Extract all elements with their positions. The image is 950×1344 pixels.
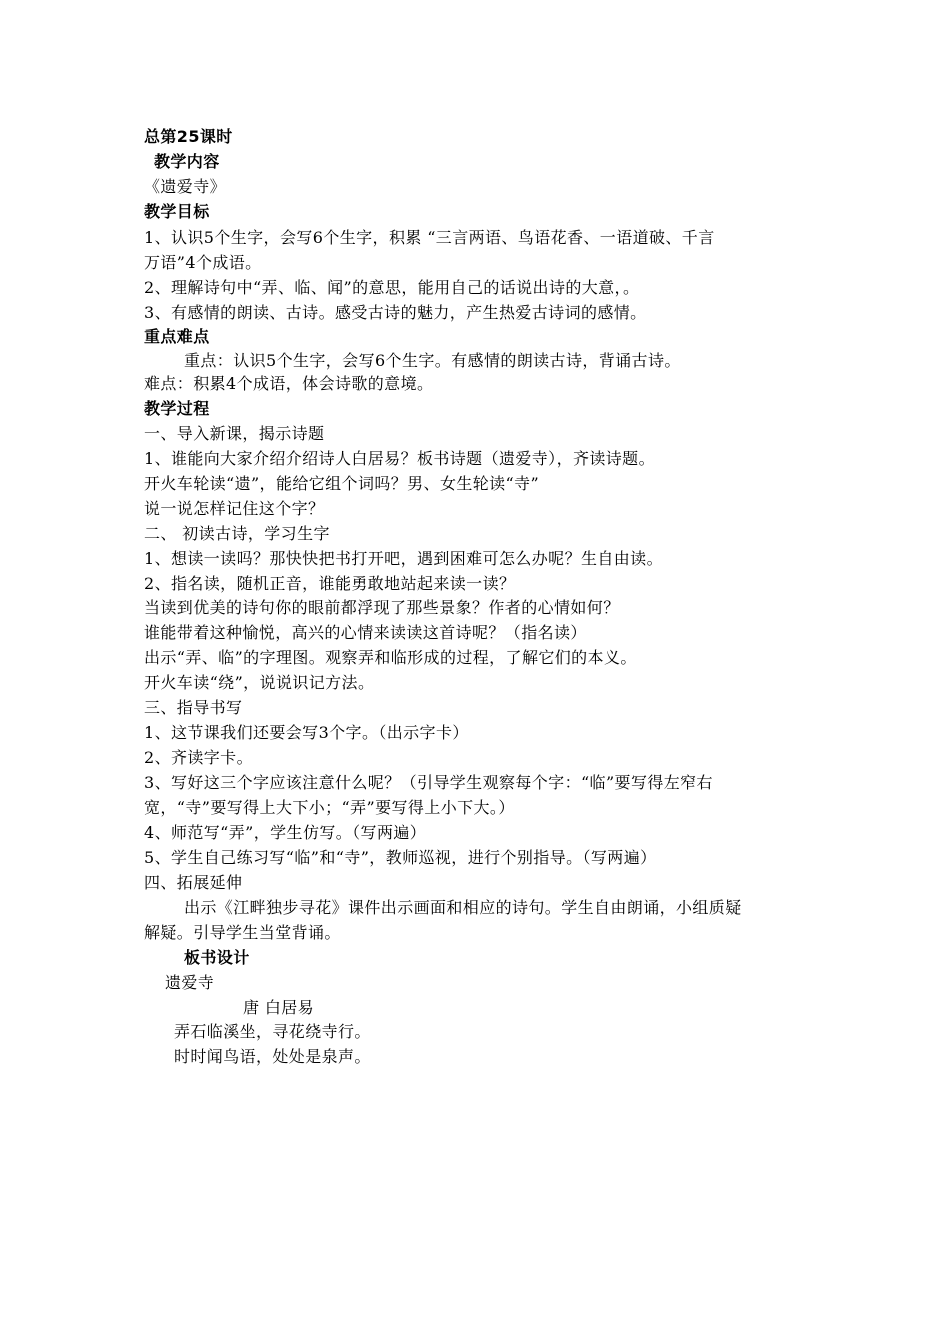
- process-line: 1、想读一读吗？那快快把书打开吧，遇到困难可怎么办呢？生自由读。: [144, 549, 663, 568]
- process-line: 一、导入新课，揭示诗题: [144, 424, 325, 443]
- process-line: 2、指名读，随机正音，谁能勇敢地站起来读一读？: [144, 574, 516, 593]
- process-line: 5、学生自己练习写“临”和“寺”，教师巡视，进行个别指导。（写两遍）: [144, 848, 657, 867]
- process-heading: 教学过程: [144, 399, 210, 418]
- board-heading: 板书设计: [184, 948, 250, 967]
- key-point-difficulty: 难点：积累4个成语，体会诗歌的意境。: [144, 374, 434, 393]
- process-line: 1、这节课我们还要会写3个字。（出示字卡）: [144, 723, 469, 742]
- board-poem-line: 弄石临溪坐，寻花绕寺行。: [174, 1022, 371, 1041]
- process-line: 出示“弄、临”的字理图。观察弄和临形成的过程，了解它们的本义。: [144, 648, 637, 667]
- process-line: 谁能带着这种愉悦，高兴的心情来读读这首诗呢？（指名读）: [144, 623, 587, 642]
- board-poem-line: 时时闻鸟语，处处是泉声。: [174, 1047, 371, 1066]
- objective-line: 1、认识5个生字，会写6个生字，积累 “三言两语、鸟语花香、一语道破、千言: [144, 228, 715, 247]
- process-line: 解疑。引导学生当堂背诵。: [144, 923, 341, 942]
- process-line: 二、 初读古诗，学习生字: [144, 524, 330, 543]
- process-line: 3、写好这三个字应该注意什么呢？（引导学生观察每个字：“临”要写得左窄右: [144, 773, 713, 792]
- lesson-number: 总第25课时: [144, 127, 233, 146]
- process-line: 2、齐读字卡。: [144, 748, 253, 767]
- board-title: 遗爱寺: [165, 973, 215, 992]
- process-line: 宽，“寺”要写得上大下小；“弄”要写得上小下大。）: [144, 798, 515, 817]
- process-line: 说一说怎样记住这个字？: [144, 499, 325, 518]
- objectives-heading: 教学目标: [144, 202, 210, 221]
- objective-line: 万语”4个成语。: [144, 253, 262, 272]
- content-heading: 教学内容: [154, 152, 220, 171]
- key-point-focus: 重点：认识5个生字，会写6个生字。有感情的朗读古诗，背诵古诗。: [184, 351, 681, 370]
- process-line: 出示《江畔独步寻花》课件出示画面和相应的诗句。学生自由朗诵，小组质疑: [184, 898, 742, 917]
- process-line: 当读到优美的诗句你的眼前都浮现了那些景象？作者的心情如何？: [144, 598, 620, 617]
- content-text: 《遗爱寺》: [144, 177, 227, 196]
- key-points-heading: 重点难点: [144, 327, 210, 346]
- process-line: 开火车轮读“遗”，能给它组个词吗？男、女生轮读“寺”: [144, 474, 540, 493]
- board-author: 唐 白居易: [243, 998, 315, 1017]
- objective-line: 2、理解诗句中“弄、临、闻”的意思，能用自己的话说出诗的大意，。: [144, 278, 640, 297]
- process-line: 四、拓展延伸: [144, 873, 243, 892]
- process-line: 4、师范写“弄”，学生仿写。（写两遍）: [144, 823, 427, 842]
- process-line: 1、谁能向大家介绍介绍诗人白居易？板书诗题（遗爱寺），齐读诗题。: [144, 449, 655, 468]
- process-line: 开火车读“绕”，说说识记方法。: [144, 673, 375, 692]
- process-line: 三、指导书写: [144, 698, 243, 717]
- objective-line: 3、有感情的朗读、古诗。感受古诗的魅力，产生热爱古诗词的感情。: [144, 303, 647, 322]
